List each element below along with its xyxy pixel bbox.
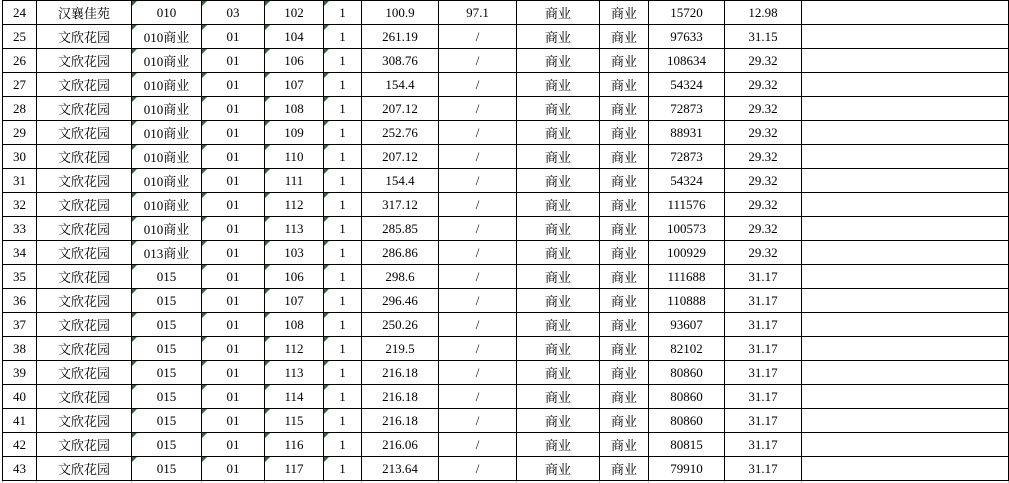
cell[interactable]: 010商业	[132, 25, 202, 49]
cell[interactable]	[802, 73, 1009, 97]
cell[interactable]: 72873	[649, 145, 725, 169]
cell[interactable]: 216.06	[362, 433, 439, 457]
cell[interactable]: 01	[202, 409, 265, 433]
cell[interactable]: 1	[324, 241, 362, 265]
cell[interactable]: 商业	[517, 361, 600, 385]
cell[interactable]: /	[439, 385, 517, 409]
row-number-cell[interactable]: 28	[3, 97, 37, 121]
cell[interactable]: 31.17	[725, 409, 802, 433]
cell[interactable]: 29.32	[725, 97, 802, 121]
table-row	[3, 169, 1009, 193]
row-number-cell[interactable]: 27	[3, 73, 37, 97]
cell[interactable]: 商业	[600, 313, 649, 337]
cell[interactable]: 商业	[600, 241, 649, 265]
cell[interactable]: 01	[202, 25, 265, 49]
cell[interactable]: 285.85	[362, 217, 439, 241]
cell[interactable]: 29.32	[725, 217, 802, 241]
cell[interactable]: 110	[265, 145, 324, 169]
data-table	[2, 0, 1009, 481]
cell[interactable]: 116	[265, 433, 324, 457]
cell[interactable]: 29.32	[725, 121, 802, 145]
cell[interactable]: 29.32	[725, 73, 802, 97]
cell[interactable]: /	[439, 49, 517, 73]
cell[interactable]: 03	[202, 1, 265, 25]
cell[interactable]: 31.17	[725, 265, 802, 289]
cell[interactable]: 1	[324, 49, 362, 73]
cell[interactable]: 商业	[517, 241, 600, 265]
cell[interactable]: 商业	[600, 385, 649, 409]
cell[interactable]: 1	[324, 73, 362, 97]
cell[interactable]: 286.86	[362, 241, 439, 265]
cell[interactable]: 54324	[649, 73, 725, 97]
cell[interactable]: 商业	[600, 457, 649, 481]
cell[interactable]: 01	[202, 49, 265, 73]
cell[interactable]: 文欣花园	[37, 169, 132, 193]
cell[interactable]: 31.17	[725, 385, 802, 409]
cell[interactable]: 01	[202, 73, 265, 97]
cell[interactable]: 01	[202, 433, 265, 457]
cell[interactable]: 298.6	[362, 265, 439, 289]
cell[interactable]: 文欣花园	[37, 193, 132, 217]
cell[interactable]: 商业	[600, 169, 649, 193]
cell[interactable]: 商业	[517, 265, 600, 289]
cell[interactable]: 015	[132, 337, 202, 361]
cell[interactable]: 112	[265, 337, 324, 361]
cell[interactable]: 商业	[600, 145, 649, 169]
cell[interactable]: 010商业	[132, 145, 202, 169]
cell[interactable]: 文欣花园	[37, 361, 132, 385]
cell[interactable]: /	[439, 25, 517, 49]
cell[interactable]: 1	[324, 145, 362, 169]
row-number-cell[interactable]: 25	[3, 25, 37, 49]
cell[interactable]: 1	[324, 193, 362, 217]
cell[interactable]: /	[439, 361, 517, 385]
cell[interactable]: 213.64	[362, 457, 439, 481]
cell[interactable]: 31.15	[725, 25, 802, 49]
cell[interactable]: 102	[265, 1, 324, 25]
cell[interactable]: 015	[132, 433, 202, 457]
cell[interactable]: 1	[324, 97, 362, 121]
row-number-cell[interactable]: 24	[3, 1, 37, 25]
cell[interactable]: 文欣花园	[37, 433, 132, 457]
cell[interactable]: 88931	[649, 121, 725, 145]
cell[interactable]: 文欣花园	[37, 385, 132, 409]
cell[interactable]: 015	[132, 409, 202, 433]
cell[interactable]	[802, 265, 1009, 289]
cell[interactable]: /	[439, 409, 517, 433]
cell[interactable]: /	[439, 217, 517, 241]
cell[interactable]: 商业	[517, 385, 600, 409]
cell[interactable]: 1	[324, 25, 362, 49]
row-number-cell[interactable]: 33	[3, 217, 37, 241]
row-number-cell[interactable]: 29	[3, 121, 37, 145]
cell[interactable]: 29.32	[725, 193, 802, 217]
cell[interactable]: 107	[265, 289, 324, 313]
cell[interactable]: 商业	[600, 121, 649, 145]
cell[interactable]: 商业	[600, 73, 649, 97]
cell[interactable]: /	[439, 337, 517, 361]
cell[interactable]: 317.12	[362, 193, 439, 217]
cell[interactable]	[802, 289, 1009, 313]
cell[interactable]: 31.17	[725, 433, 802, 457]
cell[interactable]: /	[439, 169, 517, 193]
cell[interactable]: 01	[202, 457, 265, 481]
cell[interactable]: 93607	[649, 313, 725, 337]
cell[interactable]: 010	[132, 1, 202, 25]
cell[interactable]: 商业	[517, 121, 600, 145]
cell[interactable]: 72873	[649, 97, 725, 121]
cell[interactable]: 商业	[600, 265, 649, 289]
cell[interactable]: 015	[132, 385, 202, 409]
cell[interactable]: 01	[202, 289, 265, 313]
cell[interactable]	[802, 433, 1009, 457]
cell[interactable]: 97633	[649, 25, 725, 49]
cell[interactable]: 商业	[517, 337, 600, 361]
cell[interactable]: 114	[265, 385, 324, 409]
cell[interactable]: 商业	[517, 49, 600, 73]
table-row	[3, 361, 1009, 385]
row-number-cell[interactable]: 41	[3, 409, 37, 433]
cell[interactable]: 015	[132, 361, 202, 385]
cell[interactable]	[802, 313, 1009, 337]
cell[interactable]	[802, 457, 1009, 481]
table-row	[3, 457, 1009, 481]
cell[interactable]: 108	[265, 313, 324, 337]
table-row	[3, 289, 1009, 313]
cell[interactable]: 1	[324, 313, 362, 337]
cell[interactable]: 01	[202, 97, 265, 121]
cell[interactable]: 250.26	[362, 313, 439, 337]
cell[interactable]: 汉襄佳苑	[37, 1, 132, 25]
cell[interactable]: 文欣花园	[37, 73, 132, 97]
cell[interactable]: 文欣花园	[37, 409, 132, 433]
cell[interactable]: /	[439, 121, 517, 145]
cell[interactable]: 01	[202, 337, 265, 361]
cell[interactable]	[802, 121, 1009, 145]
cell[interactable]: 261.19	[362, 25, 439, 49]
cell[interactable]: 80860	[649, 409, 725, 433]
table-row	[3, 49, 1009, 73]
cell[interactable]: 商业	[517, 289, 600, 313]
cell[interactable]: 80860	[649, 385, 725, 409]
cell[interactable]	[802, 97, 1009, 121]
row-number-cell[interactable]: 37	[3, 313, 37, 337]
cell[interactable]: /	[439, 193, 517, 217]
cell[interactable]	[802, 49, 1009, 73]
row-number-cell[interactable]: 38	[3, 337, 37, 361]
cell[interactable]: /	[439, 145, 517, 169]
cell[interactable]: 商业	[600, 433, 649, 457]
row-number-cell[interactable]: 32	[3, 193, 37, 217]
cell[interactable]	[802, 385, 1009, 409]
cell[interactable]	[802, 25, 1009, 49]
cell[interactable]: 1	[324, 457, 362, 481]
cell[interactable]: 商业	[517, 145, 600, 169]
cell[interactable]: 107	[265, 73, 324, 97]
cell[interactable]: 015	[132, 457, 202, 481]
cell[interactable]: 296.46	[362, 289, 439, 313]
cell[interactable]	[802, 1, 1009, 25]
table-row	[3, 409, 1009, 433]
cell[interactable]: 商业	[600, 361, 649, 385]
table-row	[3, 25, 1009, 49]
cell[interactable]: 文欣花园	[37, 289, 132, 313]
cell[interactable]: 010商业	[132, 121, 202, 145]
cell[interactable]: 31.17	[725, 313, 802, 337]
cell[interactable]: 216.18	[362, 361, 439, 385]
row-number-cell[interactable]: 43	[3, 457, 37, 481]
cell[interactable]: 商业	[517, 217, 600, 241]
cell[interactable]: 79910	[649, 457, 725, 481]
cell[interactable]: 010商业	[132, 217, 202, 241]
cell[interactable]: 1	[324, 361, 362, 385]
cell[interactable]: 219.5	[362, 337, 439, 361]
table-row	[3, 217, 1009, 241]
cell[interactable]: 010商业	[132, 193, 202, 217]
cell[interactable]: 商业	[600, 97, 649, 121]
cell[interactable]: 01	[202, 361, 265, 385]
cell[interactable]: 82102	[649, 337, 725, 361]
cell[interactable]: 商业	[517, 169, 600, 193]
cell[interactable]: 文欣花园	[37, 97, 132, 121]
cell[interactable]: 文欣花园	[37, 265, 132, 289]
cell[interactable]: 207.12	[362, 145, 439, 169]
cell[interactable]: /	[439, 73, 517, 97]
cell[interactable]: 商业	[600, 409, 649, 433]
cell[interactable]: 商业	[600, 1, 649, 25]
cell[interactable]: 商业	[600, 49, 649, 73]
cell[interactable]: 12.98	[725, 1, 802, 25]
cell[interactable]: /	[439, 241, 517, 265]
cell[interactable]: 1	[324, 121, 362, 145]
cell[interactable]: 154.4	[362, 169, 439, 193]
cell[interactable]	[802, 337, 1009, 361]
cell[interactable]: 商业	[600, 193, 649, 217]
cell[interactable]: 97.1	[439, 1, 517, 25]
cell[interactable]: 252.76	[362, 121, 439, 145]
cell[interactable]: 109	[265, 121, 324, 145]
cell[interactable]: 1	[324, 385, 362, 409]
cell[interactable]: 111688	[649, 265, 725, 289]
row-number-cell[interactable]: 40	[3, 385, 37, 409]
cell[interactable]: 15720	[649, 1, 725, 25]
cell[interactable]: 308.76	[362, 49, 439, 73]
cell[interactable]: 015	[132, 289, 202, 313]
cell[interactable]: 104	[265, 25, 324, 49]
cell[interactable]: 010商业	[132, 169, 202, 193]
cell[interactable]: 01	[202, 145, 265, 169]
cell[interactable]: 1	[324, 1, 362, 25]
row-number-cell[interactable]: 36	[3, 289, 37, 313]
row-number-cell[interactable]: 35	[3, 265, 37, 289]
cell[interactable]: 117	[265, 457, 324, 481]
cell[interactable]: 54324	[649, 169, 725, 193]
row-number-cell[interactable]: 34	[3, 241, 37, 265]
cell[interactable]: 013商业	[132, 241, 202, 265]
cell[interactable]: 商业	[517, 313, 600, 337]
cell[interactable]: 01	[202, 169, 265, 193]
cell[interactable]: 010商业	[132, 73, 202, 97]
cell[interactable]: 文欣花园	[37, 313, 132, 337]
table-row	[3, 193, 1009, 217]
cell[interactable]: 216.18	[362, 385, 439, 409]
cell[interactable]: 文欣花园	[37, 241, 132, 265]
cell[interactable]: 31.17	[725, 337, 802, 361]
cell[interactable]: 100573	[649, 217, 725, 241]
cell[interactable]: /	[439, 433, 517, 457]
cell[interactable]: 商业	[517, 193, 600, 217]
cell[interactable]: /	[439, 289, 517, 313]
cell[interactable]: 文欣花园	[37, 121, 132, 145]
cell[interactable]: 106	[265, 49, 324, 73]
table-row	[3, 313, 1009, 337]
cell[interactable]: 112	[265, 193, 324, 217]
cell[interactable]: 1	[324, 217, 362, 241]
table-row	[3, 337, 1009, 361]
cell[interactable]: 29.32	[725, 145, 802, 169]
cell[interactable]: 文欣花园	[37, 337, 132, 361]
cell[interactable]: 015	[132, 265, 202, 289]
cell[interactable]: 1	[324, 433, 362, 457]
cell[interactable]: 29.32	[725, 241, 802, 265]
cell[interactable]: 商业	[517, 97, 600, 121]
cell[interactable]: 31.17	[725, 361, 802, 385]
cell[interactable]	[802, 241, 1009, 265]
cell[interactable]: 29.32	[725, 169, 802, 193]
cell[interactable]: 154.4	[362, 73, 439, 97]
cell[interactable]	[802, 361, 1009, 385]
row-number-cell[interactable]: 42	[3, 433, 37, 457]
cell[interactable]: 111576	[649, 193, 725, 217]
cell[interactable]	[802, 217, 1009, 241]
cell[interactable]: 010商业	[132, 97, 202, 121]
cell[interactable]: 100929	[649, 241, 725, 265]
cell[interactable]: 31.17	[725, 457, 802, 481]
cell[interactable]: 文欣花园	[37, 49, 132, 73]
cell[interactable]: 01	[202, 121, 265, 145]
cell[interactable]: 文欣花园	[37, 25, 132, 49]
cell[interactable]: /	[439, 457, 517, 481]
cell[interactable]: 商业	[517, 433, 600, 457]
cell[interactable]: 文欣花园	[37, 217, 132, 241]
cell[interactable]: 29.32	[725, 49, 802, 73]
cell[interactable]: 100.9	[362, 1, 439, 25]
cell[interactable]	[802, 409, 1009, 433]
cell[interactable]: 108634	[649, 49, 725, 73]
cell[interactable]	[802, 169, 1009, 193]
cell[interactable]: 1	[324, 337, 362, 361]
cell[interactable]: 01	[202, 385, 265, 409]
cell[interactable]: 115	[265, 409, 324, 433]
cell[interactable]: 1	[324, 169, 362, 193]
table-row	[3, 121, 1009, 145]
cell[interactable]: 103	[265, 241, 324, 265]
cell[interactable]: 商业	[517, 457, 600, 481]
cell[interactable]: 015	[132, 313, 202, 337]
cell[interactable]: /	[439, 97, 517, 121]
cell[interactable]: 110888	[649, 289, 725, 313]
cell[interactable]: 113	[265, 361, 324, 385]
cell[interactable]: 106	[265, 265, 324, 289]
cell[interactable]: /	[439, 313, 517, 337]
table-body	[3, 1, 1009, 481]
row-number-cell[interactable]: 39	[3, 361, 37, 385]
cell[interactable]	[802, 145, 1009, 169]
cell[interactable]: 108	[265, 97, 324, 121]
cell[interactable]: 1	[324, 265, 362, 289]
cell[interactable]: 商业	[600, 25, 649, 49]
cell[interactable]: 01	[202, 241, 265, 265]
cell[interactable]	[802, 193, 1009, 217]
cell[interactable]: 1	[324, 409, 362, 433]
cell[interactable]: 80815	[649, 433, 725, 457]
cell[interactable]: 01	[202, 313, 265, 337]
table-row	[3, 385, 1009, 409]
table-row	[3, 1, 1009, 25]
cell[interactable]: 文欣花园	[37, 457, 132, 481]
cell[interactable]: 商业	[517, 1, 600, 25]
cell[interactable]: 01	[202, 265, 265, 289]
table-row	[3, 145, 1009, 169]
cell[interactable]: 1	[324, 289, 362, 313]
cell[interactable]: 商业	[600, 337, 649, 361]
table-row	[3, 241, 1009, 265]
table-row	[3, 433, 1009, 457]
cell[interactable]: 商业	[517, 409, 600, 433]
cell[interactable]: 商业	[517, 73, 600, 97]
row-number-cell[interactable]: 30	[3, 145, 37, 169]
cell[interactable]: 文欣花园	[37, 145, 132, 169]
cell[interactable]: 商业	[600, 289, 649, 313]
cell[interactable]: 207.12	[362, 97, 439, 121]
table-row	[3, 265, 1009, 289]
cell[interactable]: 113	[265, 217, 324, 241]
cell[interactable]: 31.17	[725, 289, 802, 313]
table-row	[3, 73, 1009, 97]
cell[interactable]: 商业	[517, 25, 600, 49]
cell[interactable]: 商业	[600, 217, 649, 241]
table-row	[3, 97, 1009, 121]
cell[interactable]: 01	[202, 217, 265, 241]
cell[interactable]: 01	[202, 193, 265, 217]
row-number-cell[interactable]: 26	[3, 49, 37, 73]
cell[interactable]: /	[439, 265, 517, 289]
cell[interactable]: 216.18	[362, 409, 439, 433]
row-number-cell[interactable]: 31	[3, 169, 37, 193]
cell[interactable]: 80860	[649, 361, 725, 385]
cell[interactable]: 111	[265, 169, 324, 193]
cell[interactable]: 010商业	[132, 49, 202, 73]
